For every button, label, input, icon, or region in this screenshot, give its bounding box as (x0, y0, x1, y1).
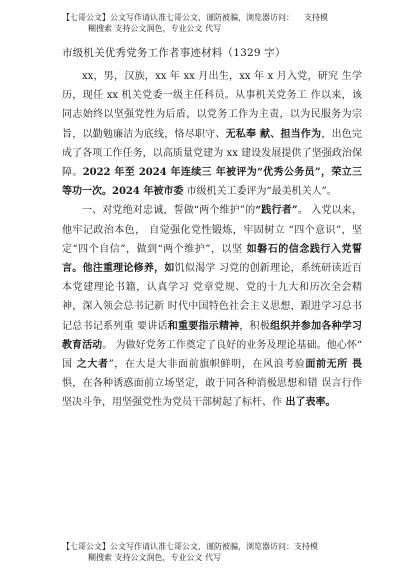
header-line-2: 糊搜索 支持公文润色，专业公文 代写 (88, 24, 222, 33)
text-run: xx，男，汉族，xx 年 xx 月出生，xx 年 x 月入党，研究 生学历， (62, 71, 362, 102)
footer-line-2: 糊搜索 支持公文润色，专业公文 代写 (88, 553, 222, 562)
footer-text: 【七哥公文】公文写作请认准七哥公文，谨防被骗，浏览器访问： (62, 542, 294, 551)
paragraph-intro (62, 67, 362, 201)
bold-run: 2022 年至 2024 年连续三 年被评为“优秀公务员”，荣立三等功一次。2024 年被市委 (62, 167, 363, 198)
bold-run: 如磐石的信念践行入党誓言。他注重理论修养，如 (62, 243, 362, 275)
text-run: 惧，在各种诱惑面前立场坚定，敢于同各种消极思想和错 误言行作坚决斗争，用坚强党性为党员干部树起了标杆、作 (62, 378, 362, 409)
paragraph-section-1 (62, 201, 362, 412)
bold-run: 面前无所 畏 (305, 359, 362, 371)
bold-run: 无私奉 献、担当作为 (225, 128, 322, 140)
header-text: 【七哥公文】公文写作请认准七哥公文，谨防被骗，浏览器访问： (62, 13, 294, 22)
bold-run: 和重要指示精神 (167, 320, 240, 332)
footer-text-tail: 支持模 (294, 542, 318, 551)
header-line-1 (62, 12, 362, 23)
text-run: 市级机关工委评为“最美机关人”。 (183, 186, 337, 198)
header-text-tail: 支持模 (304, 13, 328, 22)
text-run: ”，在大是大非面前旗帜鲜明，在风浪考验 (108, 359, 306, 371)
page-footer-watermark (62, 541, 362, 563)
text-run: 。 为做好党务工作奠定了良好的业务及理论基础。他心怀“ 国 (62, 339, 363, 371)
page-header-watermark (62, 12, 362, 34)
text-run: ，出色完成了各项工作任务，以高质量党建为 xx 建设发展提供了坚强政治保障。 (62, 128, 363, 179)
bold-run: 组织 (270, 320, 291, 332)
bold-run: “践行者” (255, 205, 298, 217)
footer-line-1 (62, 541, 362, 552)
text-run: ，积极 (239, 320, 271, 332)
bold-run: 并参加各种学习教育活动 (62, 320, 363, 351)
bold-run: 出了表率。 (282, 397, 336, 409)
text-run: 饥似渴学 习党的创新理论，系统研读近百本党建理论书籍，认真学习 党章党规、党的十九大和历次全会精神，深入领会总书记新 时代中国特色社会主义思想，跟进学习总书记总书记系列重 要讲话 (62, 263, 363, 332)
bold-run: 之大者 (72, 359, 109, 371)
document-body (62, 67, 362, 413)
text-run: 现任 xx 机关党委一级主任科员。从事机关党务工 作以来，该同志始终以坚强党性为后盾，以党务工作为主责，以为民服务为宗旨，以勤勉廉洁为底线，恪尽职守、 (62, 90, 362, 140)
document-title: 市级机关优秀党务工作者事迹材料（1329 字） (62, 47, 286, 59)
text-run: 一、对党绝对忠诚，誓做“两个维护”的 (82, 205, 256, 217)
text-run: 。 入党以来，他牢记政治本色， 自觉强化党性锻炼，牢固树立 “四个意识”，坚定“四个自信”，做到“两个维护”，以坚 (62, 205, 362, 255)
